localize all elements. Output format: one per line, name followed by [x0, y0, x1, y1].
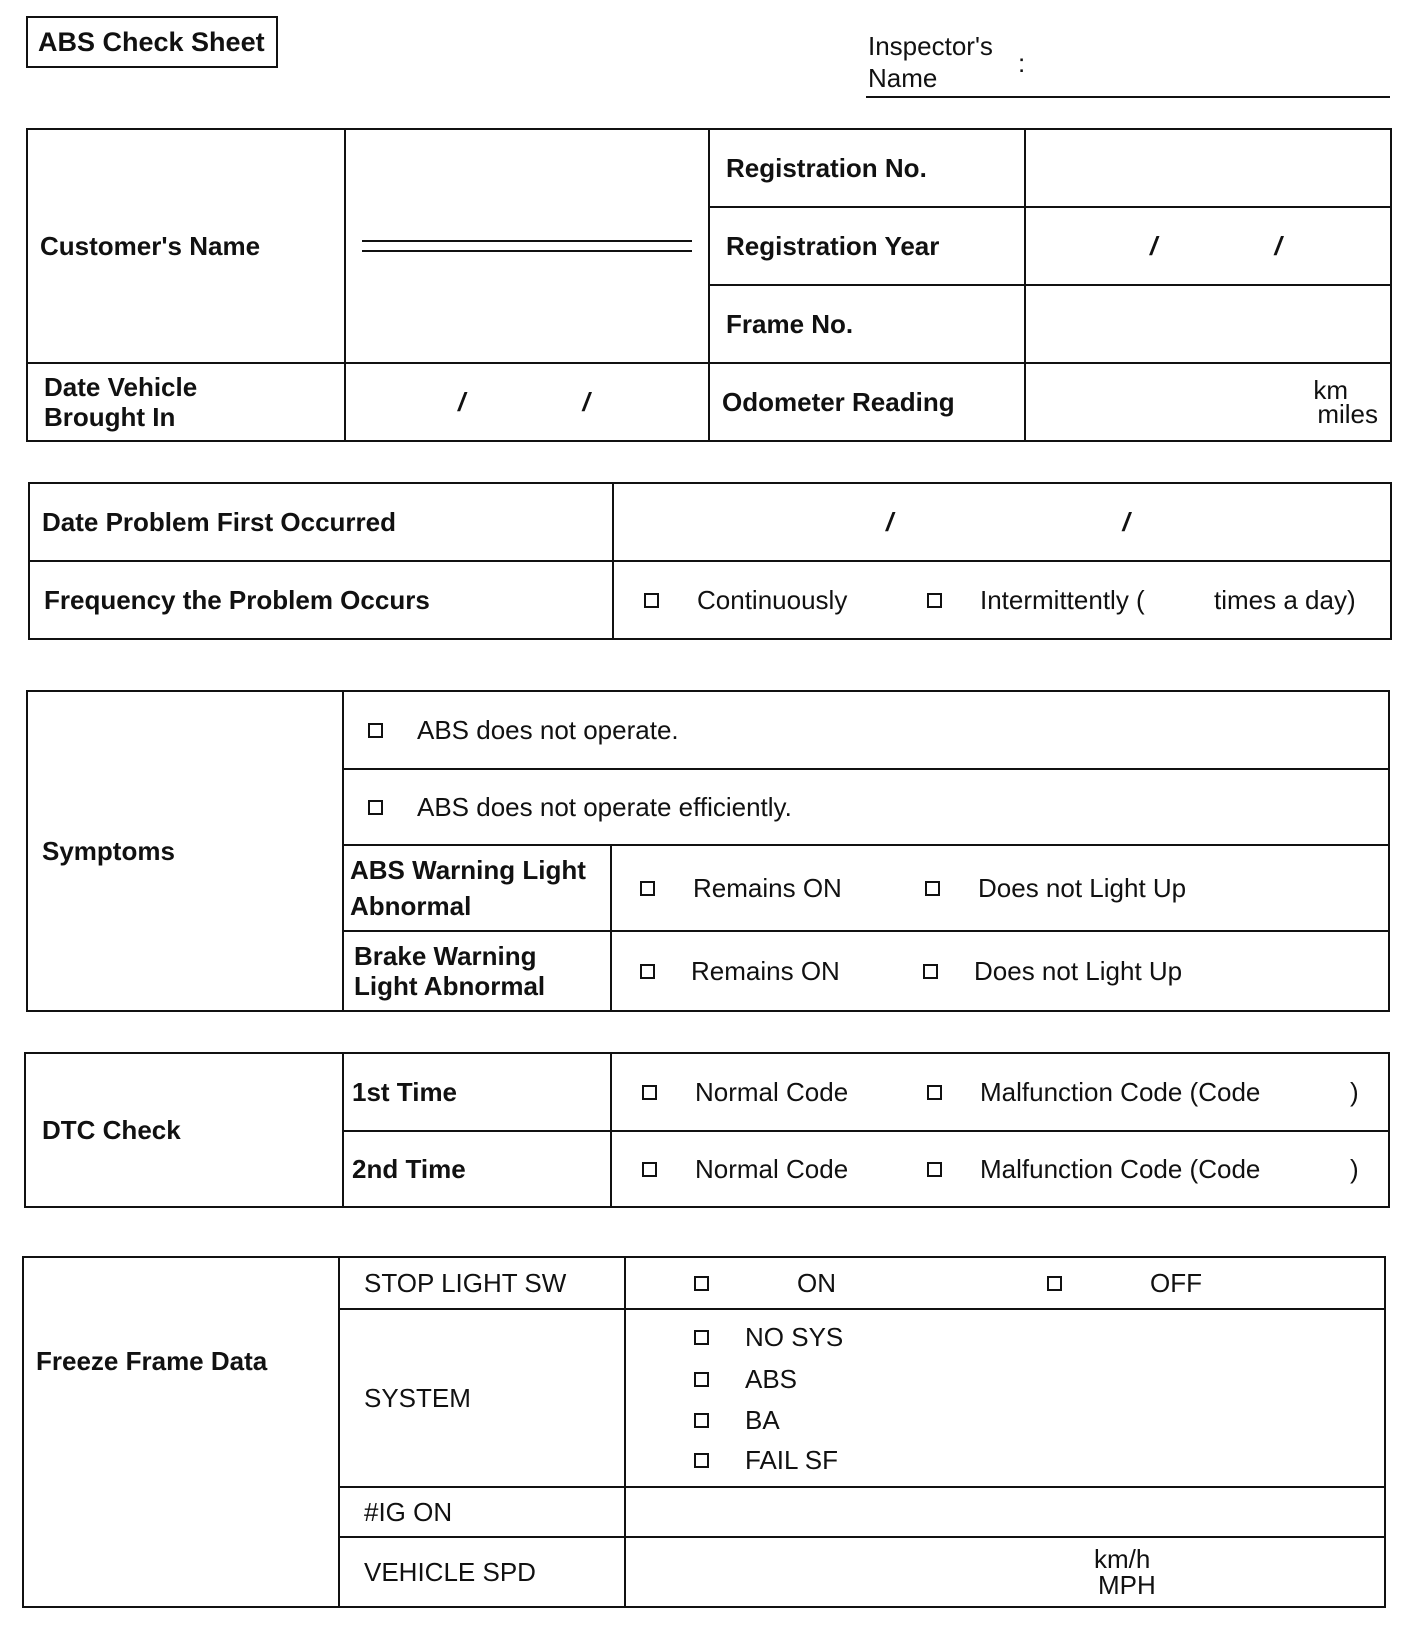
spd-unit-mph: MPH	[1098, 1570, 1156, 1600]
date-brought-label	[27, 363, 345, 441]
ig-on-label: #IG ON	[339, 1487, 625, 1537]
dtc-table	[24, 1052, 1390, 1208]
second-normal-checkbox[interactable]	[642, 1162, 657, 1177]
dtc-second-label: 2nd Time	[343, 1131, 611, 1207]
date-first-occurred-label: Date Problem First Occurred	[29, 483, 613, 561]
dtc-first-options	[611, 1053, 1389, 1131]
date-separator: /	[1122, 506, 1130, 537]
customer-name-underline	[362, 240, 692, 252]
first-malfunction-label: Malfunction Code (Code	[980, 1076, 1261, 1107]
not-efficient-label: ABS does not operate efficiently.	[417, 791, 792, 822]
abs-warning-options	[611, 845, 1389, 931]
brake-warning-line1: Brake Warning	[354, 941, 537, 971]
odometer-unit-km: km	[1313, 375, 1348, 405]
stop-on-label: ON	[797, 1267, 836, 1298]
spd-unit-kmh: km/h	[1094, 1544, 1151, 1574]
vehicle-spd-field[interactable]	[625, 1537, 1385, 1607]
abs-warning-label	[343, 845, 611, 931]
stop-off-checkbox[interactable]	[1047, 1276, 1062, 1291]
date-separator: /	[458, 386, 466, 417]
frame-no-field[interactable]	[1025, 285, 1391, 363]
odometer-unit-miles: miles	[1317, 399, 1378, 429]
dtc-second-options	[611, 1131, 1389, 1207]
customer-name-field[interactable]	[345, 129, 709, 363]
ba-sys-label: BA	[745, 1404, 780, 1435]
abs-sys-checkbox[interactable]	[694, 1372, 709, 1387]
fail-sf-label: FAIL SF	[745, 1444, 838, 1475]
brake-not-light-label: Does not Light Up	[974, 955, 1183, 986]
second-malfunction-checkbox[interactable]	[927, 1162, 942, 1177]
not-operate-label: ABS does not operate.	[417, 714, 679, 745]
registration-no-field[interactable]	[1025, 129, 1391, 207]
date-separator: /	[582, 386, 590, 417]
dtc-check-label: DTC Check	[25, 1053, 343, 1207]
no-sys-label: NO SYS	[745, 1321, 844, 1352]
dtc-first-label: 1st Time	[343, 1053, 611, 1131]
brake-not-light-checkbox[interactable]	[923, 964, 938, 979]
freeze-frame-table	[22, 1256, 1386, 1608]
times-a-day-label: times a day)	[1214, 584, 1356, 615]
inspector-label-line2: Name	[868, 63, 938, 93]
odometer-label: Odometer Reading	[709, 363, 1025, 441]
symptoms-label: Symptoms	[27, 691, 343, 1011]
stop-light-options	[625, 1257, 1385, 1309]
date-separator: /	[886, 506, 894, 537]
registration-year-field[interactable]	[1025, 207, 1391, 285]
abs-warning-line1: ABS Warning Light	[350, 855, 586, 885]
date-brought-line2: Brought In	[44, 402, 176, 432]
continuously-label: Continuously	[697, 584, 848, 615]
first-code-close: )	[1350, 1076, 1359, 1107]
fail-sf-checkbox[interactable]	[694, 1453, 709, 1468]
frequency-options	[613, 561, 1391, 639]
problem-table	[28, 482, 1392, 640]
symptom-not-operate	[343, 691, 1389, 769]
odometer-field[interactable]	[1025, 363, 1391, 441]
sheet-title: ABS Check Sheet	[26, 16, 278, 68]
symptoms-table	[26, 690, 1390, 1012]
brake-remains-on-checkbox[interactable]	[640, 964, 655, 979]
second-normal-label: Normal Code	[695, 1153, 849, 1184]
vehicle-info-table	[26, 128, 1392, 442]
system-options	[625, 1309, 1385, 1487]
inspector-colon: :	[1018, 48, 1026, 78]
system-label: SYSTEM	[339, 1309, 625, 1487]
not-efficient-checkbox[interactable]	[368, 800, 383, 815]
stop-on-checkbox[interactable]	[694, 1276, 709, 1291]
stop-off-label: OFF	[1150, 1267, 1202, 1298]
not-operate-checkbox[interactable]	[368, 723, 383, 738]
abs-warning-line2: Abnormal	[350, 891, 472, 921]
vehicle-spd-label: VEHICLE SPD	[339, 1537, 625, 1607]
brake-warning-line2: Light Abnormal	[354, 971, 546, 1001]
date-brought-line1: Date Vehicle	[44, 372, 198, 402]
abs-remains-on-checkbox[interactable]	[640, 881, 655, 896]
first-normal-label: Normal Code	[695, 1076, 849, 1107]
date-brought-field[interactable]	[345, 363, 709, 441]
first-malfunction-checkbox[interactable]	[927, 1085, 942, 1100]
abs-remains-on-label: Remains ON	[693, 872, 842, 903]
brake-warning-label	[343, 931, 611, 1011]
abs-not-light-label: Does not Light Up	[978, 872, 1187, 903]
inspector-name-field[interactable]	[866, 96, 1390, 98]
abs-sys-label: ABS	[745, 1363, 798, 1394]
symptom-not-efficient	[343, 769, 1389, 845]
inspector-name-label	[868, 30, 993, 94]
frequency-label: Frequency the Problem Occurs	[29, 561, 613, 639]
intermittently-checkbox[interactable]	[927, 593, 942, 608]
continuously-checkbox[interactable]	[644, 593, 659, 608]
date-first-occurred-field[interactable]	[613, 483, 1391, 561]
second-malfunction-label: Malfunction Code (Code	[980, 1153, 1261, 1184]
stop-light-label: STOP LIGHT SW	[339, 1257, 625, 1309]
no-sys-checkbox[interactable]	[694, 1330, 709, 1345]
registration-year-label: Registration Year	[709, 207, 1025, 285]
abs-not-light-checkbox[interactable]	[925, 881, 940, 896]
inspector-label-line1: Inspector's	[868, 31, 993, 61]
registration-no-label: Registration No.	[709, 129, 1025, 207]
brake-warning-options	[611, 931, 1389, 1011]
ba-sys-checkbox[interactable]	[694, 1413, 709, 1428]
date-separator: /	[1274, 230, 1282, 261]
ig-on-field[interactable]	[625, 1487, 1385, 1537]
second-code-close: )	[1350, 1153, 1359, 1184]
date-separator: /	[1150, 230, 1158, 261]
freeze-frame-label: Freeze Frame Data	[23, 1257, 339, 1607]
intermittently-label: Intermittently (	[980, 584, 1145, 615]
customer-name-label: Customer's Name	[27, 129, 345, 363]
frame-no-label: Frame No.	[709, 285, 1025, 363]
first-normal-checkbox[interactable]	[642, 1085, 657, 1100]
brake-remains-on-label: Remains ON	[691, 955, 840, 986]
